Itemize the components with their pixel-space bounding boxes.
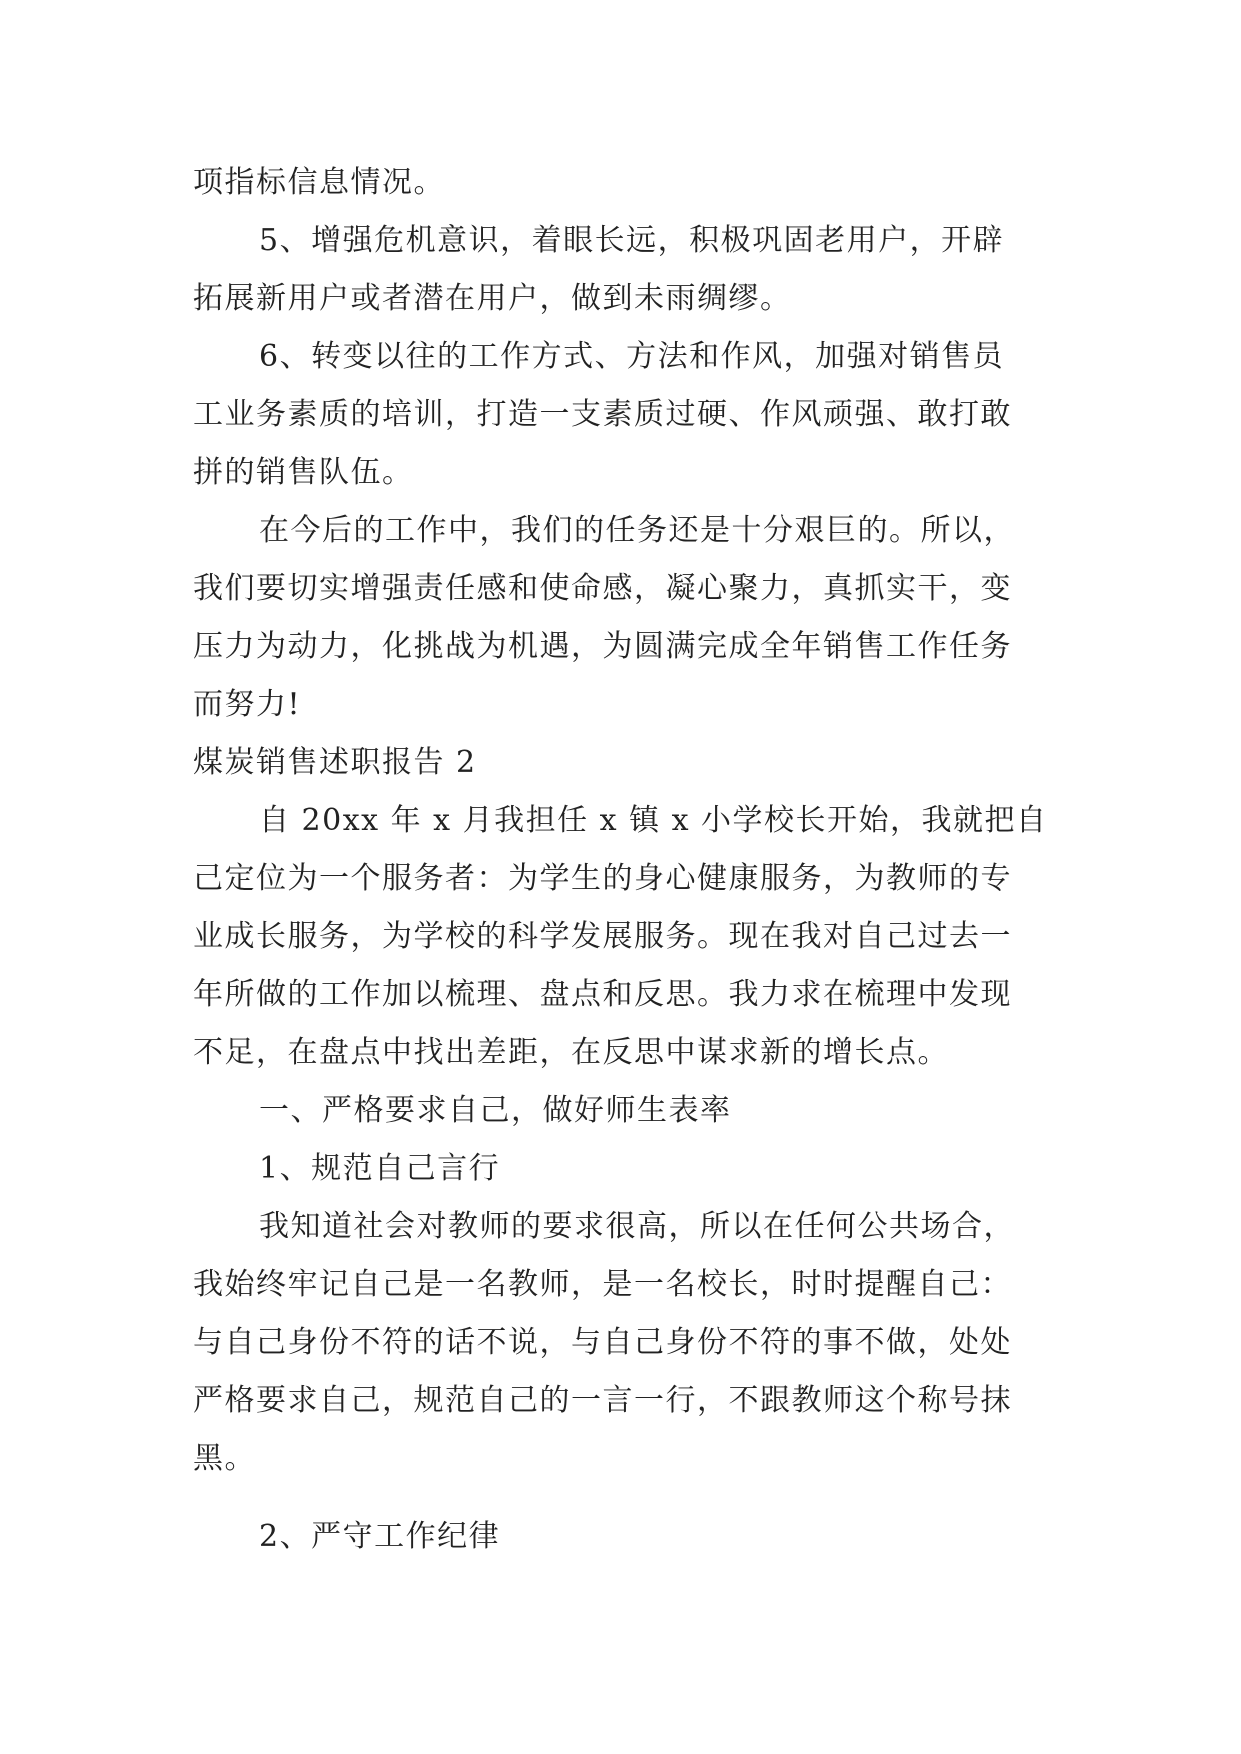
text-line: 我们要切实增强责任感和使命感，凝心聚力，真抓实干，变 [193, 571, 1012, 606]
text-line: 拼的销售队伍。 [193, 455, 414, 490]
text-line: 我始终牢记自己是一名教师，是一名校长，时时提醒自己： [193, 1267, 1012, 1302]
document-body [193, 154, 1073, 1566]
paragraph-start: 在今后的工作中，我们的任务还是十分艰巨的。所以， [259, 513, 1015, 548]
text-line: 项指标信息情况。 [193, 165, 445, 200]
paragraph-start: 自 20xx 年 x 月我担任 x 镇 x 小学校长开始，我就把自 [259, 803, 1048, 838]
heading-level-1: 一、严格要求自己，做好师生表率 [259, 1093, 732, 1128]
text-line: 而努力! [193, 687, 302, 722]
section-title: 煤炭销售述职报告 2 [193, 745, 477, 780]
text-line: 己定位为一个服务者：为学生的身心健康服务，为教师的专 [193, 861, 1012, 896]
text-line: 压力为动力，化挑战为机遇，为圆满完成全年销售工作任务 [193, 629, 1012, 664]
list-item-6: 6、转变以往的工作方式、方法和作风，加强对销售员 [259, 339, 1005, 374]
list-item-5: 5、增强危机意识，着眼长远，积极巩固老用户，开辟 [259, 223, 1005, 258]
paragraph-start: 我知道社会对教师的要求很高，所以在任何公共场合， [259, 1209, 1015, 1244]
text-line: 黑。 [193, 1441, 256, 1476]
text-line: 工业务素质的培训，打造一支素质过硬、作风顽强、敢打敢 [193, 397, 1012, 432]
text-line: 不足，在盘点中找出差距，在反思中谋求新的增长点。 [193, 1035, 949, 1070]
heading-level-2: 1、规范自己言行 [259, 1151, 501, 1186]
heading-level-2: 2、严守工作纪律 [259, 1519, 501, 1554]
text-line: 严格要求自己，规范自己的一言一行，不跟教师这个称号抹 [193, 1383, 1012, 1418]
text-line: 年所做的工作加以梳理、盘点和反思。我力求在梳理中发现 [193, 977, 1012, 1012]
text-line: 业成长服务，为学校的科学发展服务。现在我对自己过去一 [193, 919, 1012, 954]
text-line: 拓展新用户或者潜在用户，做到未雨绸缪。 [193, 281, 792, 316]
text-line: 与自己身份不符的话不说，与自己身份不符的事不做，处处 [193, 1325, 1012, 1360]
spacer [193, 1488, 1073, 1508]
